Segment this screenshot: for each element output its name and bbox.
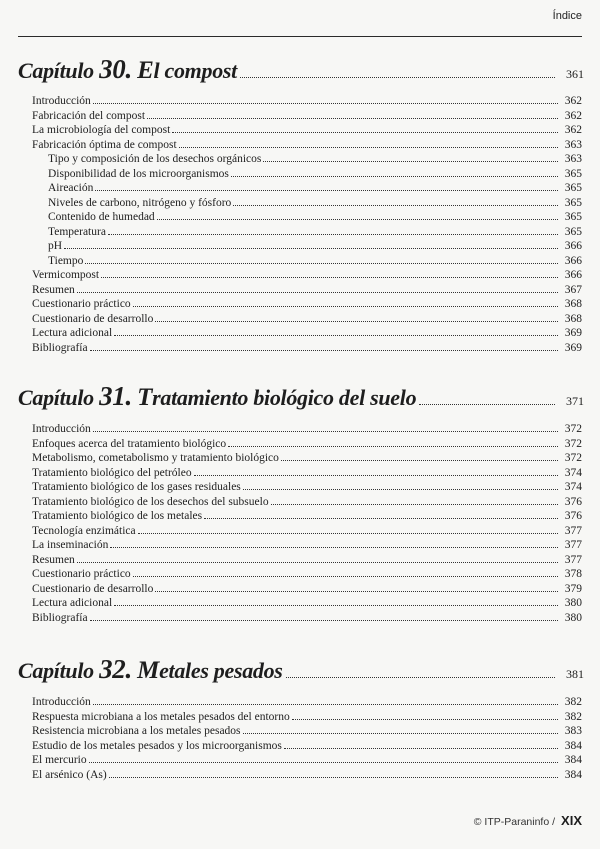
dot-leader	[233, 205, 558, 206]
dot-leader	[95, 190, 558, 191]
toc-entry[interactable]	[32, 724, 582, 739]
entry-page: 377	[564, 524, 582, 537]
page-header	[18, 8, 582, 37]
entry-title: Cuestionario práctico	[32, 298, 131, 310]
entry-title: Tipo y composición de los desechos orgánicos	[48, 153, 262, 165]
entry-title: Resumen	[32, 283, 75, 296]
entry-title: Tiempo	[48, 254, 84, 267]
entry-title: Enfoques acerca del tratamiento biológico	[32, 437, 227, 450]
dot-leader	[179, 147, 558, 148]
entry-title: Contenido de humedad	[48, 211, 155, 223]
dot-leader	[243, 733, 558, 734]
entry-title: Aireación	[48, 182, 94, 194]
entry-page: 369	[564, 341, 582, 354]
toc-entry[interactable]	[32, 123, 582, 138]
toc-list	[32, 422, 582, 625]
entry-title: Resistencia microbiana a los metales pesados	[32, 725, 241, 737]
toc-entry[interactable]	[32, 422, 582, 437]
chapter-number: 31.	[99, 381, 132, 411]
entry-page: 363	[564, 138, 582, 151]
dot-leader	[231, 176, 558, 177]
entry-title: Vermicompost	[32, 269, 100, 281]
dot-leader	[419, 404, 555, 405]
entry-title: Cuestionario práctico	[32, 568, 131, 580]
toc-entry[interactable]	[32, 480, 582, 495]
toc-entry[interactable]	[32, 268, 582, 283]
dot-leader	[240, 77, 555, 78]
chapter-heading[interactable]	[18, 381, 584, 412]
chapter-initial: M	[137, 657, 160, 684]
chapter-page: 361	[566, 67, 584, 81]
dot-leader	[93, 103, 558, 104]
entry-page: 365	[564, 167, 582, 180]
chapter-name: etales pesados	[159, 658, 283, 683]
toc-entry[interactable]	[32, 326, 582, 341]
dot-leader	[155, 321, 558, 322]
entry-page: 369	[564, 327, 582, 339]
section-label: Índice	[552, 10, 582, 22]
chapter-heading[interactable]	[18, 654, 584, 685]
entry-page: 374	[564, 481, 582, 493]
publisher-credit: © ITP-Paraninfo /	[473, 816, 556, 828]
dot-leader	[114, 335, 558, 336]
toc-entry[interactable]	[32, 297, 582, 312]
entry-page: 365	[564, 225, 582, 238]
entry-page: 365	[564, 196, 582, 209]
entry-title: Bibliografía	[32, 611, 88, 624]
dot-leader	[204, 518, 558, 519]
chapter-title	[18, 54, 237, 85]
entry-title: Fabricación óptima de compost	[32, 138, 177, 151]
entry-page: 380	[564, 611, 582, 624]
entry-title: Introducción	[32, 423, 91, 435]
page-footer	[474, 813, 582, 828]
dot-leader	[172, 132, 558, 133]
dot-leader	[286, 677, 555, 678]
dot-leader	[101, 277, 558, 278]
dot-leader	[90, 350, 558, 351]
dot-leader	[292, 719, 558, 720]
chapter-number: 32.	[99, 654, 132, 684]
chapter-heading[interactable]	[18, 54, 584, 85]
entry-page: 383	[564, 725, 582, 737]
dot-leader	[271, 504, 558, 505]
dot-leader	[114, 605, 558, 606]
toc-subentry[interactable]	[32, 254, 582, 269]
entry-title: Cuestionario de desarrollo	[32, 582, 154, 595]
toc-entry[interactable]	[32, 753, 582, 768]
entry-title: La microbiología del compost	[32, 124, 171, 136]
toc-subentry[interactable]	[32, 225, 582, 240]
dot-leader	[108, 234, 558, 235]
toc-entry[interactable]	[32, 596, 582, 611]
entry-title: Tratamiento biológico de los metales	[32, 510, 203, 522]
dot-leader	[93, 431, 558, 432]
toc-entry[interactable]	[32, 768, 582, 783]
entry-page: 366	[564, 254, 582, 267]
entry-page: 372	[564, 452, 582, 464]
toc-subentry[interactable]	[32, 152, 582, 167]
entry-title: El arsénico (As)	[32, 768, 107, 781]
toc-entry[interactable]	[32, 312, 582, 327]
toc-entry[interactable]	[32, 695, 582, 710]
toc-entry[interactable]	[32, 495, 582, 510]
chapter-label: Capítulo	[18, 385, 94, 410]
toc-subentry[interactable]	[32, 181, 582, 196]
entry-page: 367	[564, 283, 582, 296]
chapter-initial: E	[137, 57, 154, 84]
dot-leader	[147, 118, 558, 119]
toc-entry[interactable]	[32, 437, 582, 452]
dot-leader	[109, 777, 558, 778]
entry-page: 384	[564, 754, 582, 766]
entry-page: 368	[564, 298, 582, 310]
entry-page: 376	[564, 510, 582, 522]
entry-title: Tratamiento biológico del petróleo	[32, 466, 192, 479]
entry-page: 366	[564, 269, 582, 281]
dot-leader	[281, 460, 558, 461]
dot-leader	[85, 263, 558, 264]
entry-page: 366	[564, 240, 582, 252]
toc-entry[interactable]	[32, 567, 582, 582]
entry-page: 384	[564, 768, 582, 781]
entry-title: Tecnología enzimática	[32, 524, 136, 537]
entry-page: 363	[564, 153, 582, 165]
toc-entry[interactable]	[32, 710, 582, 725]
dot-leader	[228, 446, 558, 447]
toc-subentry[interactable]	[32, 239, 582, 254]
entry-page: 365	[564, 211, 582, 223]
dot-leader	[263, 161, 558, 162]
entry-title: Cuestionario de desarrollo	[32, 312, 154, 325]
entry-title: El mercurio	[32, 754, 87, 766]
entry-title: Fabricación del compost	[32, 109, 146, 122]
dot-leader	[89, 762, 558, 763]
chapter-initial: T	[137, 384, 153, 411]
entry-page: 379	[564, 582, 582, 595]
toc-list	[32, 94, 582, 355]
toc-entry[interactable]	[32, 509, 582, 524]
entry-title: Lectura adicional	[32, 327, 113, 339]
dot-leader	[133, 306, 558, 307]
toc-entry[interactable]	[32, 611, 582, 626]
chapter-page: 381	[566, 667, 584, 681]
toc-entry[interactable]	[32, 451, 582, 466]
toc-subentry[interactable]	[32, 167, 582, 182]
entry-title: Metabolismo, cometabolismo y tratamiento biológico	[32, 452, 279, 464]
entry-title: Introducción	[32, 95, 91, 107]
dot-leader	[284, 748, 558, 749]
entry-page: 378	[564, 568, 582, 580]
entry-page: 384	[564, 739, 582, 752]
entry-page: 380	[564, 597, 582, 609]
toc-entry[interactable]	[32, 341, 582, 356]
dot-leader	[77, 292, 558, 293]
entry-page: 368	[564, 312, 582, 325]
dot-leader	[77, 562, 558, 563]
dot-leader	[138, 533, 558, 534]
entry-page: 362	[564, 109, 582, 122]
toc-entry[interactable]	[32, 466, 582, 481]
entry-title: Estudio de los metales pesados y los microorganismos	[32, 739, 282, 752]
dot-leader	[110, 547, 558, 548]
toc-list	[32, 695, 582, 782]
dot-leader	[194, 475, 558, 476]
dot-leader	[133, 576, 558, 577]
entry-page: 372	[564, 437, 582, 450]
chapter-title	[18, 381, 416, 412]
entry-page: 374	[564, 466, 582, 479]
toc-entry[interactable]	[32, 739, 582, 754]
dot-leader	[90, 620, 558, 621]
chapter-number: 30.	[99, 54, 132, 84]
entry-page: 362	[564, 124, 582, 136]
chapter-name: ratamiento biológico del suelo	[152, 385, 417, 410]
toc-entry[interactable]	[32, 109, 582, 124]
entry-title: Resumen	[32, 553, 75, 566]
entry-title: Bibliografía	[32, 341, 88, 354]
chapter-label: Capítulo	[18, 658, 94, 683]
toc-subentry[interactable]	[32, 196, 582, 211]
toc-entry[interactable]	[32, 553, 582, 568]
dot-leader	[157, 219, 558, 220]
dot-leader	[243, 489, 558, 490]
dot-leader	[155, 591, 558, 592]
entry-page: 377	[564, 539, 582, 551]
entry-title: La inseminación	[32, 539, 109, 551]
entry-page: 362	[564, 95, 582, 107]
dot-leader	[64, 248, 558, 249]
entry-title: Temperatura	[48, 225, 106, 238]
entry-title: Tratamiento biológico de los gases residuales	[32, 481, 241, 493]
entry-title: Lectura adicional	[32, 597, 113, 609]
entry-title: Disponibilidad de los microorganismos	[48, 167, 229, 180]
entry-title: Tratamiento biológico de los desechos del subsuelo	[32, 495, 269, 508]
entry-title: Niveles de carbono, nitrógeno y fósforo	[48, 196, 232, 209]
entry-page: 382	[564, 710, 582, 723]
entry-page: 372	[564, 423, 582, 435]
entry-title: pH	[48, 240, 63, 252]
entry-title: Respuesta microbiana a los metales pesados del entorno	[32, 710, 290, 723]
entry-page: 376	[564, 495, 582, 508]
toc-entry[interactable]	[32, 524, 582, 539]
chapter-name: l compost	[153, 58, 237, 83]
chapter-page: 371	[566, 394, 584, 408]
entry-page: 377	[564, 553, 582, 566]
entry-page: 382	[564, 696, 582, 708]
toc-entry[interactable]	[32, 283, 582, 298]
chapter-title	[18, 654, 283, 685]
page-number: XIX	[561, 813, 582, 828]
toc-entry[interactable]	[32, 138, 582, 153]
toc-entry[interactable]	[32, 538, 582, 553]
entry-page: 365	[564, 182, 582, 194]
chapter-label: Capítulo	[18, 58, 94, 83]
entry-title: Introducción	[32, 696, 91, 708]
toc-entry[interactable]	[32, 582, 582, 597]
toc-entry[interactable]	[32, 94, 582, 109]
toc-subentry[interactable]	[32, 210, 582, 225]
dot-leader	[93, 704, 558, 705]
